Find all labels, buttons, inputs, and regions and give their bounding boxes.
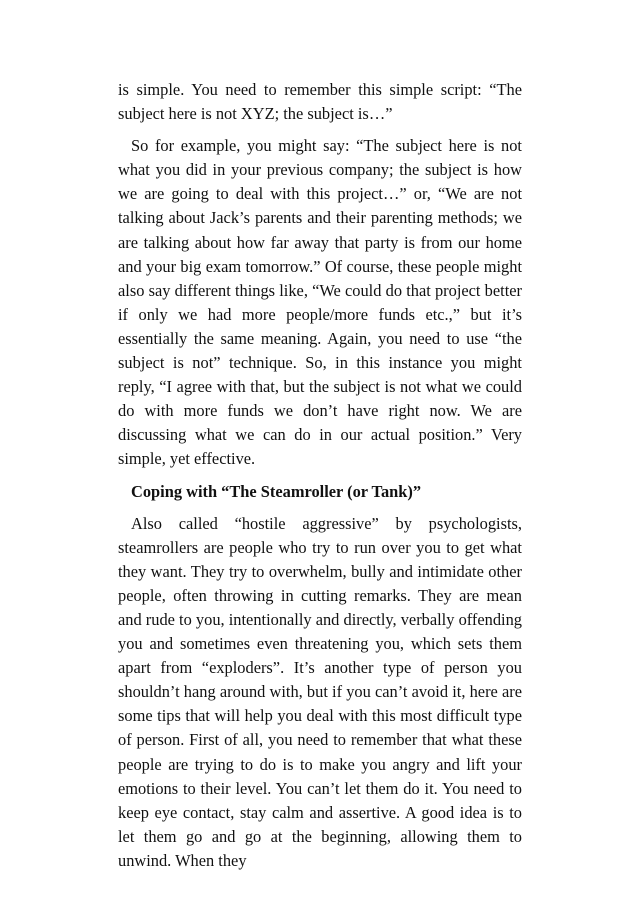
section-heading: Coping with “The Steamroller (or Tank)” [131, 481, 422, 501]
paragraph-continuation: is simple. You need to remember this simple script: “The subject here is not XYZ; the subject is…” [118, 80, 522, 124]
document-page [118, 78, 522, 873]
paragraph-example: So for example, you might say: “The subject here is not what you did in your previous company; the subject is how we are going to deal with this project…” or, “We are not talking about Jack’s parents and their parenting methods; we are talking about how far away that party is from our home and your big exam tomorrow.” Of course, these people might also say different things like, “We could do that project better if only we had more people/more funds etc.,” but it’s essentially the same meaning. Again, you need to use “the subject is not” technique. So, in this instance you might reply, “I agree with that, but the subject is not what we could do with more funds we don’t have right now. We are discussing what we can do in our actual position.” Very simple, yet effective. [118, 136, 522, 469]
paragraph-steamroller: Also called “hostile aggressive” by psychologists, steamrollers are people who try to run over you to get what they want. They try to overwhelm, bully and intimidate other people, often throwing in cutting remarks. They are mean and rude to you, intentionally and directly, verbally offending you and sometimes even threatening you, which sets them apart from “exploders”. It’s another type of person you shouldn’t hang around with, but if you can’t avoid it, here are some tips that will help you deal with this most difficult type of person. First of all, you need to remember that what these people are trying to do is to make you angry and lift your emotions to their level. You can’t let them do it. You need to keep eye contact, stay calm and assertive. A good idea is to let them go and go at the beginning, allowing them to unwind. When they [118, 513, 522, 870]
